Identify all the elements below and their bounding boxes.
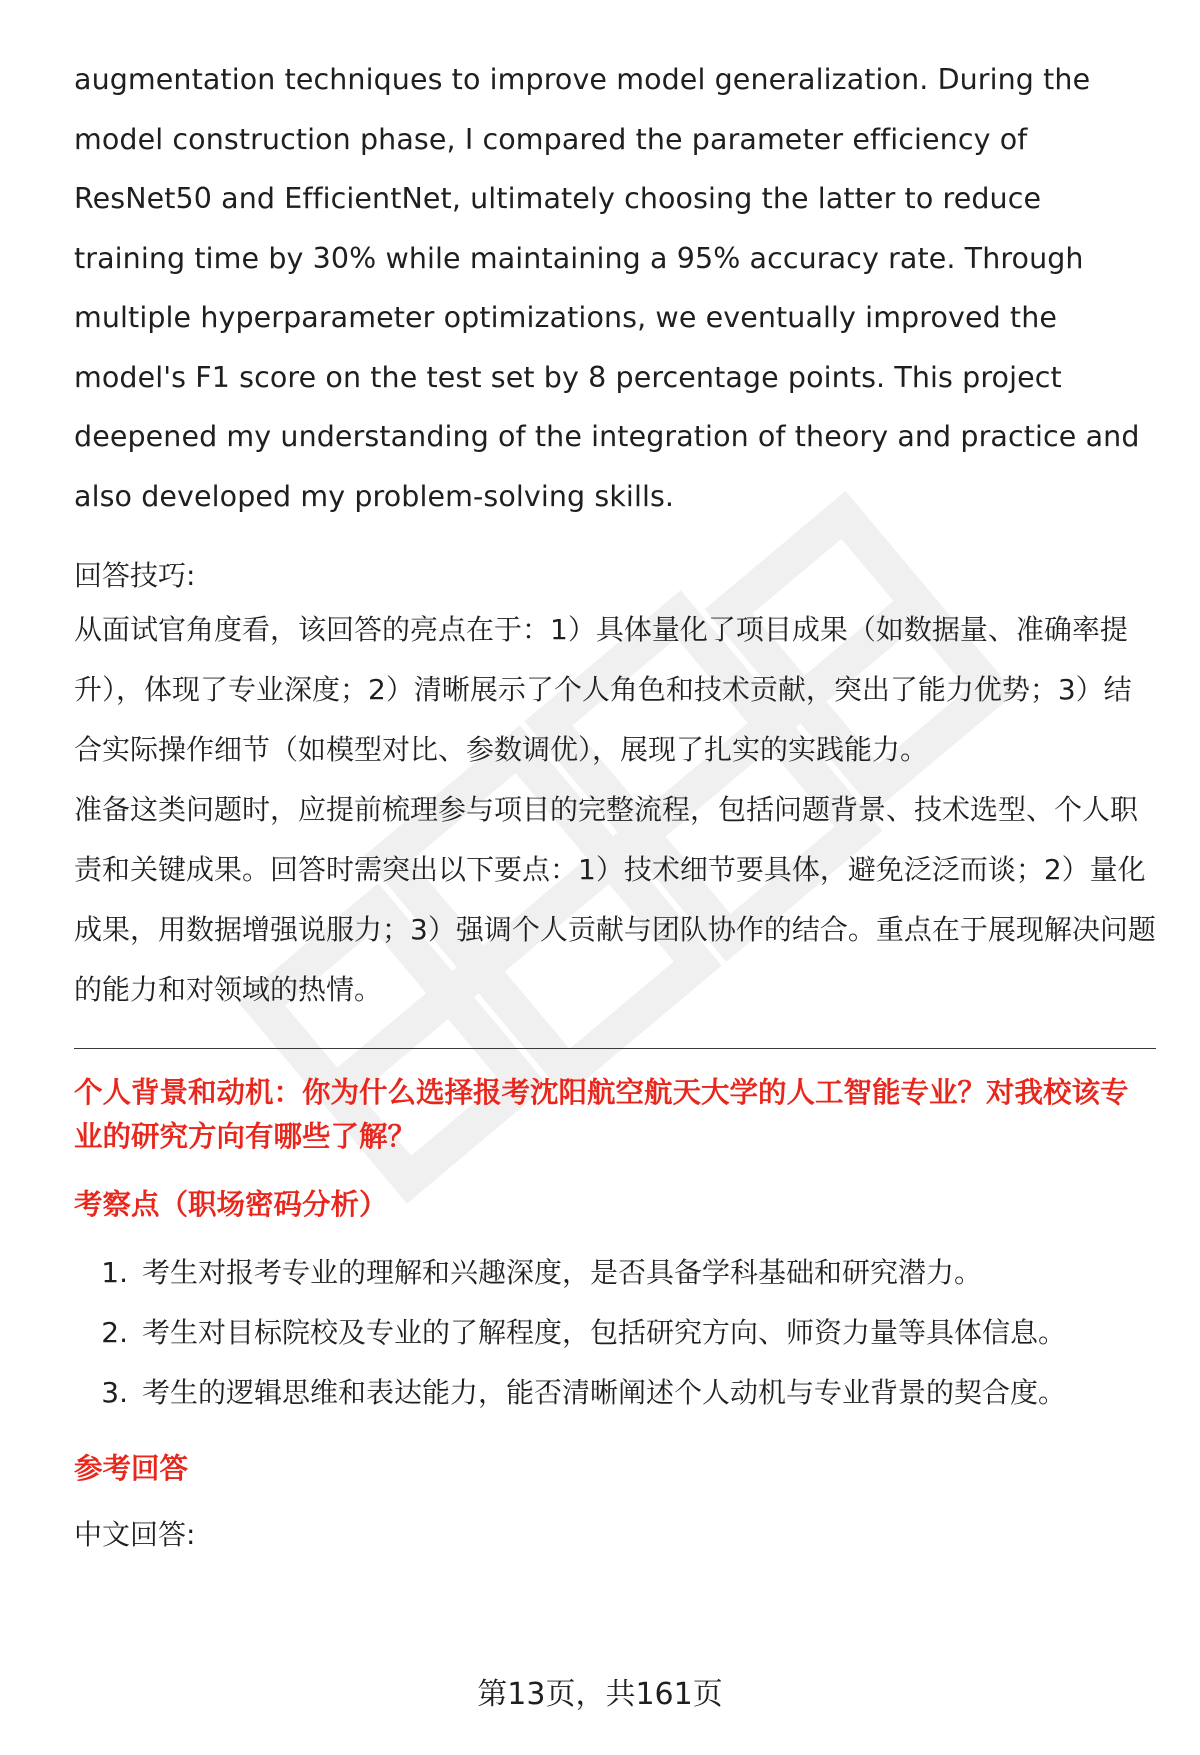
assessment-heading: 考察点（职场密码分析）	[74, 1188, 388, 1221]
list-item	[74, 1303, 1156, 1363]
list-item-number: 3.	[101, 1376, 128, 1409]
list-item	[74, 1243, 1156, 1303]
chinese-answer-label: 中文回答:	[74, 1518, 196, 1551]
tips-paragraph-1: 从面试官角度看，该回答的亮点在于：1）具体量化了项目成果（如数据量、准确率提升），体现了专业深度；2）清晰展示了个人角色和技术贡献，突出了能力优势；3）结合实际操作细节（如模型对比、参数调优），展现了扎实的实践能力。	[74, 613, 1132, 766]
tips-label: 回答技巧:	[74, 559, 196, 592]
page-number-footer: 第13页，共161页	[477, 1677, 723, 1712]
document-page	[74, 50, 1156, 1559]
list-item-number: 2.	[101, 1316, 128, 1349]
english-answer-paragraph: augmentation techniques to improve model generalization. During the model construction phase, I compared the parameter efficiency of ResNet50 and EfficientNet, ultimately choosing the latter to reduce training time by 30% while maintaining a 95% accuracy rate. Through multiple hyperparameter optimizations, we eventually improved the model's F1 score on the test set by 8 percentage points. This project deepened my understanding of the integration of theory and practice and also developed my problem-solving skills.	[74, 63, 1140, 513]
assessment-points-list	[74, 1243, 1156, 1423]
tips-paragraph-2: 准备这类问题时，应提前梳理参与项目的完整流程，包括问题背景、技术选型、个人职责和关键成果。回答时需突出以下要点：1）技术细节要具体，避免泛泛而谈；2）量化成果，用数据增强说服力；3）强调个人贡献与团队协作的结合。重点在于展现解决问题的能力和对领域的热情。	[74, 793, 1156, 1006]
section-divider	[74, 1048, 1156, 1049]
list-item-text: 考生对目标院校及专业的了解程度，包括研究方向、师资力量等具体信息。	[142, 1316, 1067, 1349]
list-item-number: 1.	[101, 1256, 128, 1289]
list-item-text: 考生对报考专业的理解和兴趣深度，是否具备学科基础和研究潜力。	[142, 1256, 983, 1289]
question-title: 个人背景和动机：你为什么选择报考沈阳航空航天大学的人工智能专业？对我校该专业的研究方向有哪些了解？	[74, 1076, 1129, 1153]
list-item	[74, 1363, 1156, 1423]
list-item-text: 考生的逻辑思维和表达能力，能否清晰阐述个人动机与专业背景的契合度。	[142, 1376, 1067, 1409]
reference-answer-heading: 参考回答	[74, 1452, 189, 1485]
